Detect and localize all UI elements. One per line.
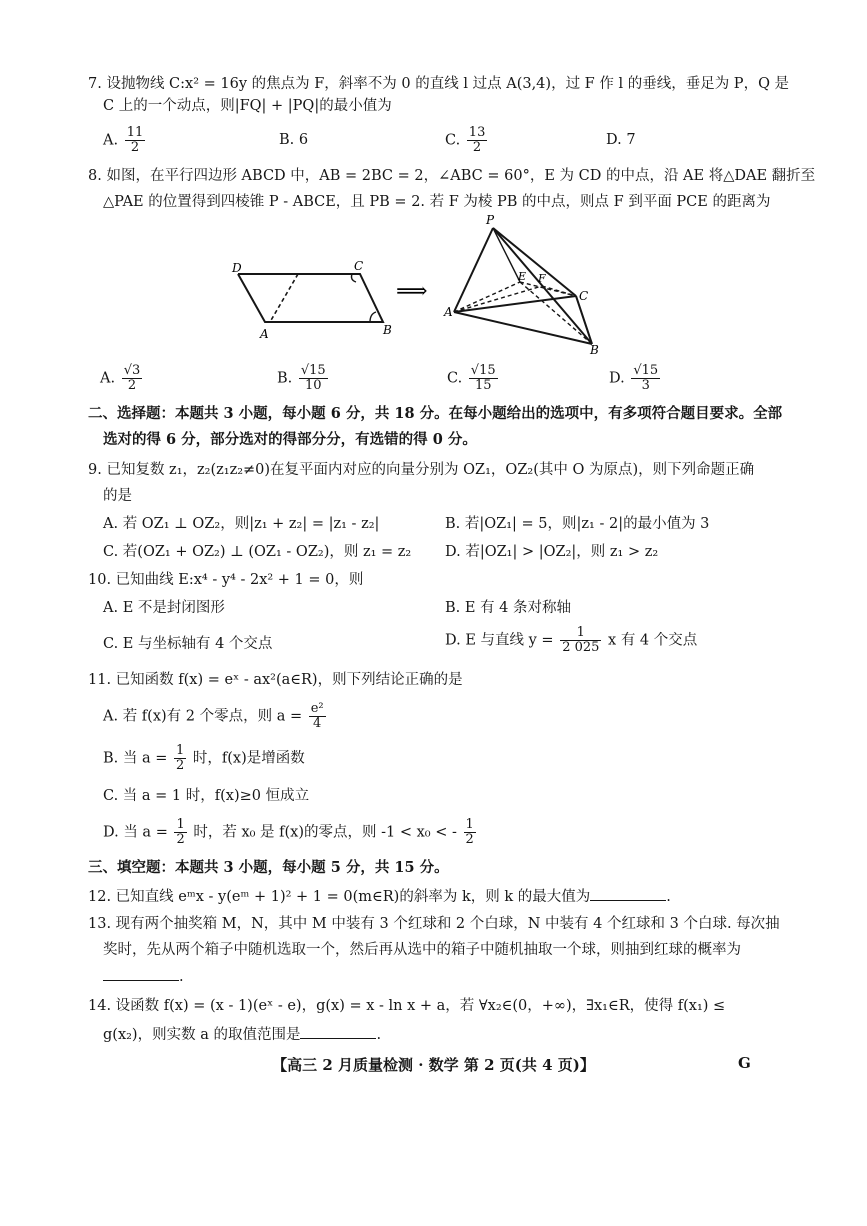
q11-option-c: C. 当 a = 1 时，f(x)≥0 恒成立 — [103, 788, 310, 804]
q12-line1: 12. 已知直线 eᵐx - y(eᵐ + 1)² + 1 = 0(m∈R)的斜率为 k，则 k 的最大值为 . — [88, 886, 671, 907]
q11-option-a: A. 若 f(x)有 2 个零点，则 a = $\frac{\text{e²}}{4}$ — [103, 701, 324, 731]
q13-line2: 奖时，先从两个箱子中随机选取一个，然后再从选中的箱子中随机抽取一个球，则抽到红球的概率为 — [103, 942, 741, 958]
q10-option-c: C. E 与坐标轴有 4 个交点 — [103, 636, 273, 652]
q10-line1: 10. 已知曲线 E:x⁴ - y⁴ - 2x² + 1 = 0，则 — [88, 572, 364, 588]
q9-line2: 的是 — [103, 488, 132, 504]
q8-option-a: A. $\frac{√3}{2}$ — [100, 363, 141, 393]
q10-option-a: A. E 不是封闭图形 — [103, 600, 225, 616]
transform-arrow: ⟹ — [396, 279, 428, 304]
label-a: A — [260, 327, 269, 341]
label-e: E — [518, 270, 527, 283]
label-d: D — [232, 261, 242, 275]
label-a2: A — [444, 305, 453, 319]
q11-option-b: B. 当 a = $\frac{1}{2}$ 时，f(x)是增函数 — [103, 743, 305, 773]
label-c: C — [354, 259, 364, 273]
q7-option-a: A. $\frac{11}{2}$ — [103, 125, 144, 155]
q7-line1: 7. 设抛物线 C:x² = 16y 的焦点为 F，斜率不为 0 的直线 l 过点 A(3,4)，过 F 作 l 的垂线，垂足为 P，Q 是 — [88, 76, 790, 92]
q9-option-b: B. 若|OZ₁| = 5，则|z₁ - 2|的最小值为 3 — [445, 516, 710, 532]
q11-option-d: D. 当 a = $\frac{1}{2}$ 时，若 x₀ 是 f(x)的零点，则 -1 < x₀ < - $\frac{1}{2}$ — [103, 817, 474, 847]
section3-heading: 三、填空题：本题共 3 小题，每小题 5 分，共 15 分。 — [88, 859, 449, 876]
q12-answer-blank[interactable] — [590, 886, 666, 901]
q8-figure — [220, 212, 620, 362]
q9-line1: 9. 已知复数 z₁，z₂(z₁z₂≠0)在复平面内对应的向量分别为 OZ₁，OZ₂(其中 O 为原点)，则下列命题正确 — [88, 462, 755, 478]
q13-line1: 13. 现有两个抽奖箱 M，N，其中 M 中装有 3 个红球和 2 个白球，N 中装有 4 个红球和 3 个白球. 每次抽 — [88, 916, 780, 932]
label-b: B — [383, 323, 392, 337]
label-b2: B — [590, 343, 599, 357]
q13-answer-blank[interactable] — [103, 966, 179, 981]
q8-line1: 8. 如图，在平行四边形 ABCD 中，AB = 2BC = 2，∠ABC = 60°，E 为 CD 的中点，沿 AE 将△DAE 翻折至 — [88, 168, 816, 184]
q14-line2: g(x₂)，则实数 a 的取值范围是 . — [103, 1024, 381, 1045]
q10-option-b: B. E 有 4 条对称轴 — [445, 600, 572, 616]
label-f: F — [538, 272, 546, 285]
parallelogram-figure — [238, 274, 383, 322]
q11-line1: 11. 已知函数 f(x) = eˣ - ax²(a∈R)，则下列结论正确的是 — [88, 672, 463, 688]
q14-answer-blank[interactable] — [300, 1024, 376, 1039]
q13-line3: . — [103, 966, 184, 987]
q7-option-b: B. 6 — [279, 132, 309, 148]
q8-option-c: C. $\frac{√15}{15}$ — [447, 363, 496, 393]
section2-heading-line2: 选对的得 6 分，部分选对的得部分分，有选错的得 0 分。 — [103, 431, 477, 448]
label-c2: C — [579, 289, 589, 303]
pyramid-figure — [454, 228, 592, 344]
page-footer: 【高三 2 月质量检测 · 数学 第 2 页(共 4 页)】 — [272, 1056, 595, 1074]
section2-heading-line1: 二、选择题：本题共 3 小题，每小题 6 分，共 18 分。在每小题给出的选项中，有多项符合题目要求。全部 — [88, 405, 783, 422]
label-p: P — [486, 213, 495, 227]
q7-option-c: C. $\frac{13}{2}$ — [445, 125, 486, 155]
q10-option-d: D. E 与直线 y = $\frac{1}{2 025}$ x 有 4 个交点 — [445, 625, 698, 655]
q14-line1: 14. 设函数 f(x) = (x - 1)(eˣ - e)，g(x) = x - ln x + a，若 ∀x₂∈(0，+∞)，∃x₁∈R，使得 f(x₁) ≤ — [88, 998, 726, 1014]
q9-option-a: A. 若 OZ₁ ⊥ OZ₂，则|z₁ + z₂| = |z₁ - z₂| — [103, 516, 380, 532]
q7-line2: C 上的一个动点，则|FQ| + |PQ|的最小值为 — [103, 98, 392, 114]
q8-option-b: B. $\frac{√15}{10}$ — [277, 363, 326, 393]
q8-option-d: D. $\frac{√15}{3}$ — [609, 363, 659, 393]
q7-option-d: D. 7 — [606, 132, 636, 148]
q9-option-d: D. 若|OZ₁| > |OZ₂|，则 z₁ > z₂ — [445, 544, 659, 560]
page-version-letter: G — [738, 1054, 751, 1072]
q8-line2: △PAE 的位置得到四棱锥 P - ABCE，且 PB = 2. 若 F 为棱 PB 的中点，则点 F 到平面 PCE 的距离为 — [103, 194, 771, 210]
q9-option-c: C. 若(OZ₁ + OZ₂) ⊥ (OZ₁ - OZ₂)，则 z₁ = z₂ — [103, 544, 412, 560]
